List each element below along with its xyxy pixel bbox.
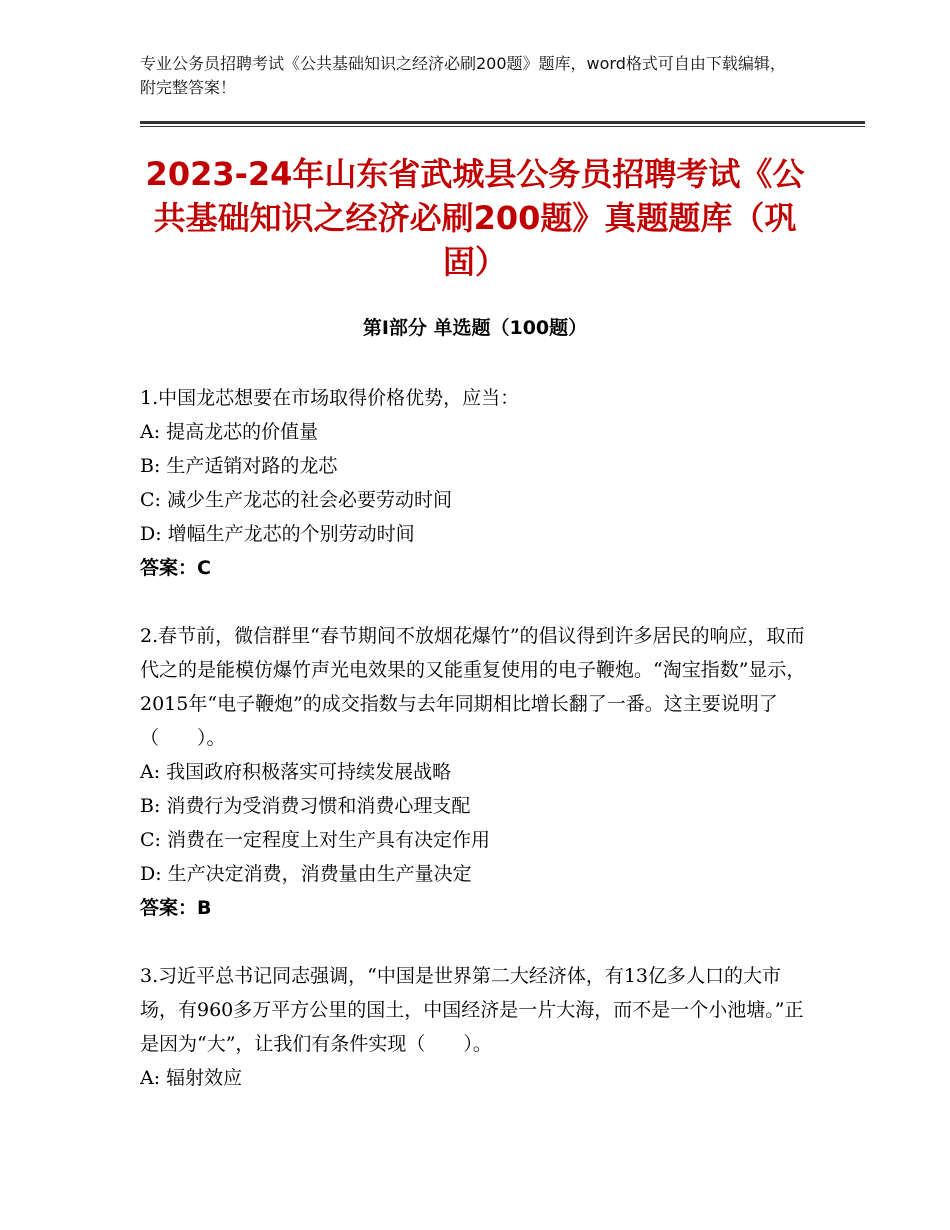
- question-3: [140, 959, 810, 1095]
- header-rule-thick: [140, 121, 865, 124]
- answer: 答案：B: [140, 897, 212, 919]
- question-stem: 3.习近平总书记同志强调，“中国是世界第二大经济体，有13亿多人口的大市场，有960多万平方公里的国土，中国经济是一片大海，而不是一个小池塘。”正是因为“大”，让我们有条件实现（ ）。: [140, 965, 804, 1055]
- option-c: C: 消费在一定程度上对生产具有决定作用: [140, 829, 490, 851]
- question-stem: 1.中国龙芯想要在市场取得价格优势，应当：: [140, 387, 520, 409]
- question-1: [140, 381, 810, 585]
- option-a: A: 我国政府积极落实可持续发展战略: [140, 761, 452, 783]
- section-title: 第Ⅰ部分 单选题（100题）: [362, 317, 588, 339]
- option-d: D: 增幅生产龙芯的个别劳动时间: [140, 523, 415, 545]
- option-a: A: 提高龙芯的价值量: [140, 421, 319, 443]
- question-stem: 2.春节前，微信群里“春节期间不放烟花爆竹”的倡议得到许多居民的响应，取而代之的是能模仿爆竹声光电效果的又能重复使用的电子鞭炮。“淘宝指数”显示，2015年“电子鞭炮”的成交指数与去年同期相比增长翻了一番。这主要说明了（ ）。: [140, 625, 806, 749]
- option-b: B: 消费行为受消费习惯和消费心理支配: [140, 795, 471, 817]
- answer: 答案：C: [140, 557, 211, 579]
- option-c: C: 减少生产龙芯的社会必要劳动时间: [140, 489, 452, 511]
- header-note: 专业公务员招聘考试《公共基础知识之经济必刷200题》题库，word格式可自由下载编辑，附完整答案！: [140, 54, 786, 97]
- question-list: [140, 381, 810, 1129]
- option-a: A: 辐射效应: [140, 1067, 243, 1089]
- document-title: 2023-24年山东省武城县公务员招聘考试《公共基础知识之经济必刷200题》真题题库（巩固）: [145, 155, 805, 281]
- option-b: B: 生产适销对路的龙芯: [140, 455, 338, 477]
- header-rule-thin: [140, 126, 865, 127]
- question-2: [140, 619, 810, 925]
- option-d: D: 生产决定消费，消费量由生产量决定: [140, 863, 472, 885]
